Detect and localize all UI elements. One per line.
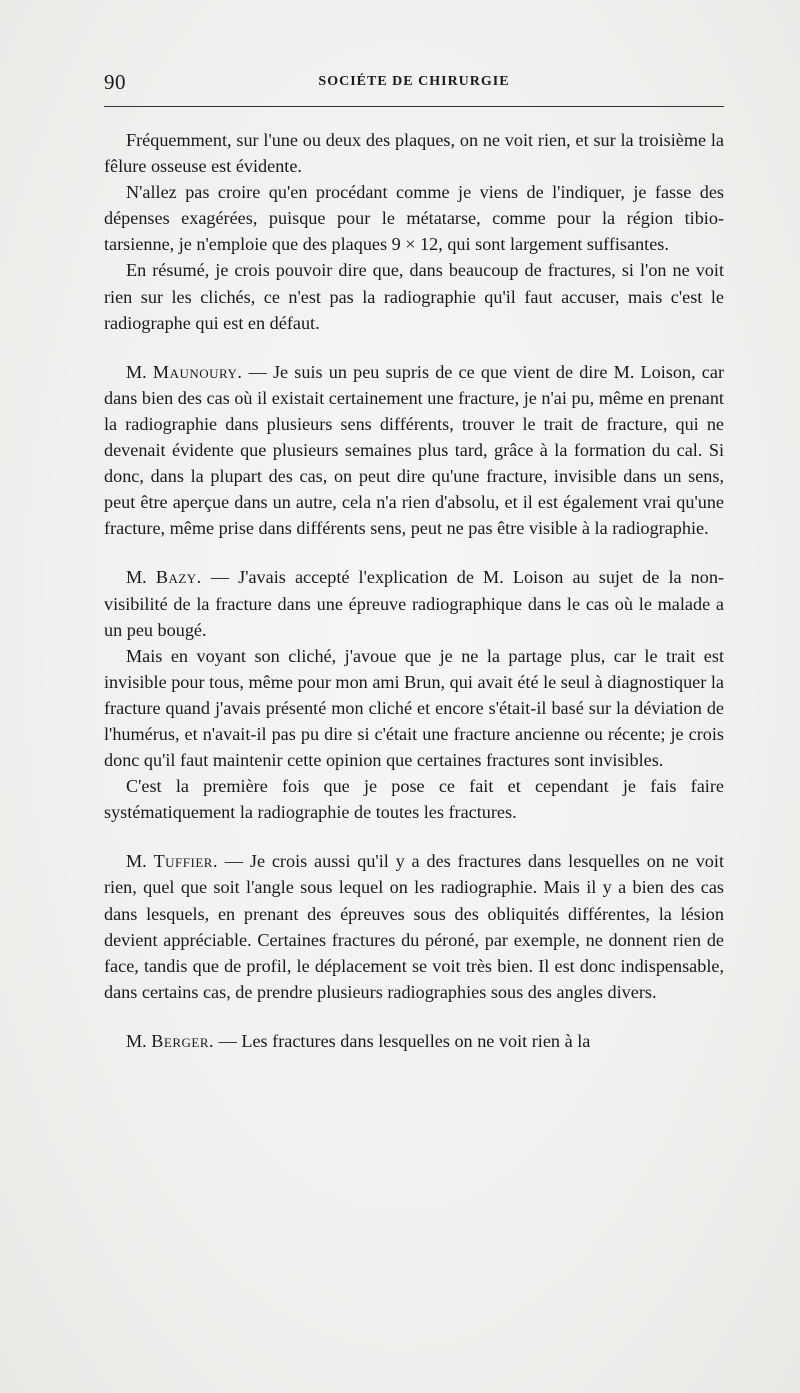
speaker-name: Berger. [151, 1030, 215, 1051]
paragraph: Mais en voyant son cliché, j'avoue que je ne la partage plus, car le trait est invisible pour tous, même pour mon ami Brun, qui avait été le seul à diagnostiquer la fracture quand j'avais présenté mon cliché et encore s'était-il basé sur la déviation de l'humérus, et n'avait-il pas pu dire si c'était une fracture ancienne ou récente; je crois donc qu'il faut maintenir cette opinion que certaines fractures sont invisibles. [104, 645, 724, 771]
paragraph-bazy: M. Bazy. — J'avais accepté l'explication de M. Loison au sujet de la non-visibilité de la fracture dans une épreuve radiographique dans le cas où le malade a un peu bougé. [104, 567, 725, 640]
paragraph: En résumé, je crois pouvoir dire que, dans beaucoup de fractures, si l'on ne voit rien sur les clichés, ce n'est pas la radiographie qu'il faut accuser, mais c'est le radiographe qui est en défaut. [104, 260, 724, 333]
header-rule [104, 106, 724, 107]
speaker-name: Tuffier. [153, 851, 219, 872]
speaker-name: Maunoury. [152, 361, 243, 382]
page-header [104, 70, 724, 98]
running-title: SOCIÉTE DE CHIRURGIE [318, 74, 510, 89]
body-text [104, 127, 724, 1054]
speaker-name: Bazy. [155, 567, 202, 588]
paragraph: C'est la première fois que je pose ce fait et cependant je fais faire systématiquement la radiographie de toutes les fractures. [104, 776, 724, 823]
paragraph-berger: M. Berger. — Les fractures dans lesquelles on ne voit rien à la [126, 1030, 591, 1051]
paragraph-maunoury: M. Maunoury. — Je suis un peu supris de ce que vient de dire M. Loison, car dans bien des cas où il existait certainement une fracture, je n'ai pu, même en prenant la radiographie dans plusieurs sens différents, trouver le trait de fracture, qui ne devenait évidente que plusieurs semaines plus tard, grâce à la formation du cal. Si donc, dans la plupart des cas, on peut dire qu'une fracture, invisible dans un sens, peut être aperçue dans un autre, cela n'a rien d'absolu, et il est également vrai qu'une fracture, même prise dans différents sens, peut ne pas être visible à la radiographie. [104, 361, 724, 539]
paragraph: N'allez pas croire qu'en procédant comme je viens de l'indiquer, je fasse des dépenses exagérées, puisque pour le métatarse, comme pour la région tibio-tarsienne, je n'emploie que des plaques 9 × 12, qui sont largement suffisantes. [104, 182, 724, 255]
page-number: 90 [104, 70, 126, 94]
paragraph-tuffier: M. Tuffier. — Je crois aussi qu'il y a des fractures dans lesquelles on ne voit rien, quel que soit l'angle sous lequel on les radiographie. Mais il y a bien des cas dans lesquels, en prenant des épreuves sous des obliquités différentes, la lésion devient appréciable. Certaines fractures du péroné, par exemple, ne donnent rien de face, tandis que de profil, le déplacement se voit très bien. Il est donc indispensable, dans certains cas, de prendre plusieurs radiographies sous des angles divers. [104, 851, 725, 1002]
paragraph: Fréquemment, sur l'une ou deux des plaques, on ne voit rien, et sur la troisième la fêlure osseuse est évidente. [104, 130, 724, 177]
